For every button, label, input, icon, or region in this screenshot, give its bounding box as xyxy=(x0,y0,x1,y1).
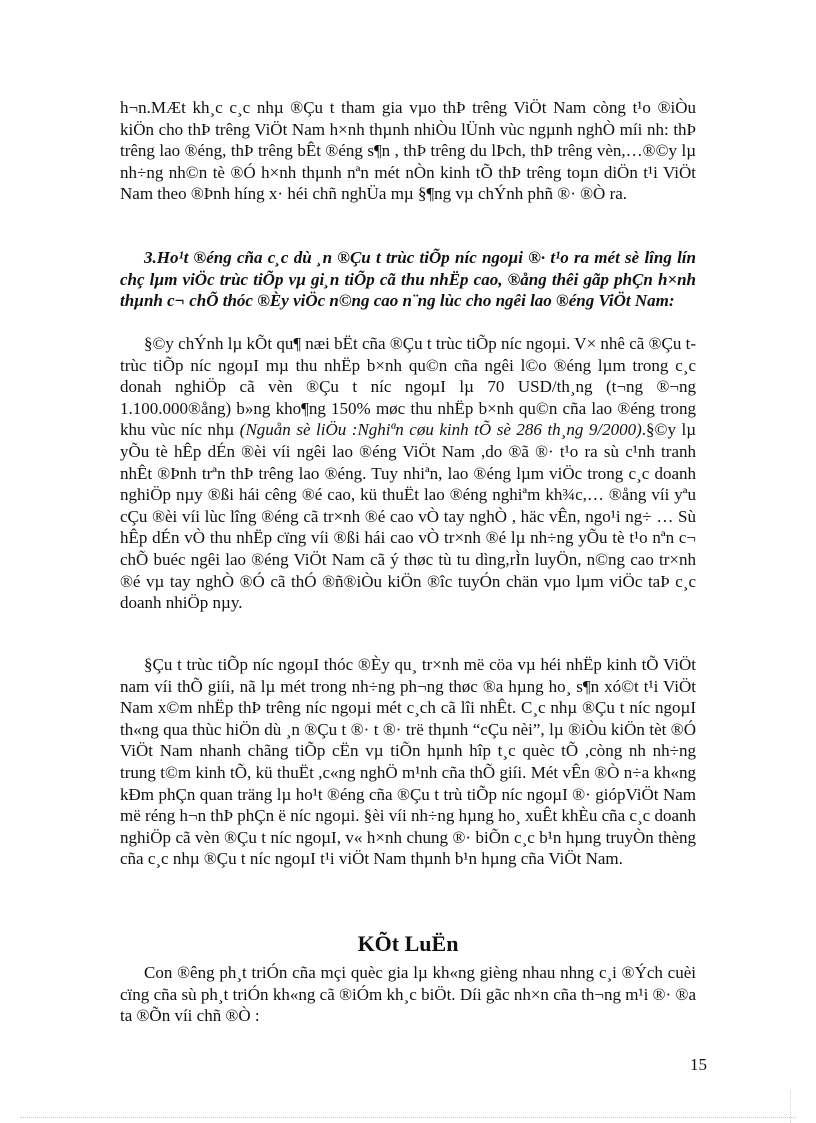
paragraph-income-block xyxy=(120,333,696,614)
page-corner-divider xyxy=(790,1090,791,1123)
paragraph-income xyxy=(120,333,696,614)
paragraph-intro-block xyxy=(120,97,696,205)
conclusion-title-block xyxy=(120,931,696,957)
paragraph-income-text-b: .§©y lµ yÕu tè hÊp dÉn ®èi víi ngêi lao ®éng ViÖt Nam ,do ®ã ®· t¹o ra sù c¹nh tranh nhÊt ®Þnh trªn thÞ trêng lao ®éng. Tuy nhiªn, lao ®éng lµm viÖc trong c¸c doanh nghiÖp nµy ®ßi hái cêng ®é cao, kü thuËt lao ®éng nghiªm kh¾c,… ®ång víi yªu cÇu ®èi víi lùc lîng ®éng cã tr×nh ®é cao vÒ tay nghÒ , häc vÊn, ngo¹i ng÷ … Sù hÊp dÉn vÒ thu nhËp cïng víi ®ßi hái cao vÒ tr×nh ®é lµ nh÷ng yÕu tè t¹o nªn c¬ chÕ buéc ngêi lao ®éng ViÖt Nam cã ý thøc tù tu dìng,rÌn luyÖn, n©ng cao tr×nh ®é vµ tay nghÒ ®Ó cã thÓ ®ñ®iÒu kiÖn ®îc tuyÓn chän vµo lµm viÖc taÞ c¸c doanh nhiÖp nµy. xyxy=(120,420,697,613)
source-citation: (Nguån sè liÖu :Nghiªn cøu kinh tÕ sè 286 th¸ng 9/2000) xyxy=(239,420,642,440)
paragraph-continuation: h¬n.MÆt kh¸c c¸c nhµ ®Çu t tham gia vµo thÞ trêng ViÖt Nam còng t¹o ®iÒu kiÖn cho thÞ trêng ViÖt Nam h×nh thµnh nhiÒu lÜnh vùc ngµnh nghÒ míi nh: thÞ trêng lao ®éng, thÞ trêng bÊt ®éng s¶n , thÞ trêng du lÞch, thÞ trêng vèn,…®©y lµ nh÷ng nh©n tè ®Ó h×nh thµnh nªn mét nÒn kinh tÕ thÞ trêng toµn diÖn t¹i ViÖt Nam theo ®Þnh híng x· héi chñ nghÜa mµ §¶ng vµ chÝnh phñ ®· ®Ò ra. xyxy=(120,98,696,204)
conclusion-title: KÕt LuËn xyxy=(357,931,459,956)
section-heading: 3.Ho¹t ®éng cña c¸c dù ¸n ®Çu t trùc tiÕp níc ngoµi ®· t¹o ra mét sè lîng lín chç lµm viÖc trùc tiÕp vµ gi¸n tiÕp cã thu nhËp cao, ®ång thêi gãp phÇn h×nh thµnh c¬ chÕ thóc ®Èy viÖc n©ng cao n¨ng lùc cho ngêi lao ®éng ViÖt Nam: xyxy=(120,248,696,311)
section-heading-block xyxy=(120,247,696,312)
page-bottom-divider xyxy=(20,1117,796,1118)
paragraph-conclusion-block xyxy=(120,962,696,1027)
paragraph-conclusion: Con ®êng ph¸t triÓn cña mçi quèc gia lµ kh«ng gièng nhau nhng c¸i ®Ých cuèi cïng cña sù ph¸t triÓn kh«ng cã ®iÓm kh¸c biÖt. Díi gãc nh×n cña th¬ng m¹i ®· ®a ta ®Õn víi chñ ®Ò : xyxy=(120,963,696,1026)
paragraph-integration: §Çu t trùc tiÕp níc ngoµI thóc ®Èy qu¸ tr×nh më cöa vµ héi nhËp kinh tÕ ViÖt nam víi thÕ giíi, nã lµ mét trong nh÷ng ph¬ng thøc ®a hµng ho¸ s¶n xó©t t¹i ViÖt Nam x©m nhËp thÞ trêng níc ngoµi mét c¸ch cã lîi nhÊt. C¸c nhµ ®Çu t níc ngoµI th«ng qua thùc hiÖn dù ¸n ®Çu t ®· t ®· trë thµnh “cÇu nèi”, lµ ®iÒu kiÖn tèt ®Ó ViÖt Nam nhanh chãng tiÕp cËn vµ tiÕn hµnh hîp t¸c quèc tÕ ,còng nh nh÷ng trung t©m kinh tÕ, kü thuËt ,c«ng nghÖ m¹nh cña thÕ giíi. Mét vÊn ®Ò n÷a kh«ng kÐm phÇn quan träng lµ ho¹t ®éng cña ®Çu t trù tiÕp níc ngoµI ®· giópViÖt Nam më réng h¬n thÞ phÇn ë níc ngoµi. §èi víi nh÷ng hµng ho¸ xuÊt khÈu cña c¸c doanh nghiÖp cã vèn ®Çu t níc ngoµI, v« h×nh chung ®· biÕn c¸c b¹n hµng truyÒn thèng cña c¸c nhµ ®Çu t níc ngoµI t¹i viÖt Nam thµnh b¹n hµng cña ViÖt Nam. xyxy=(120,655,696,869)
paragraph-income-text-a: §©y chÝnh lµ kÕt qu¶ næi bËt cña ®Çu t trùc tiÕp níc ngoµi. V× nhê cã ®Çu t trùc tiÕp níc ngoµI mµ thu nhËp b×nh qu©n cña ngêi l©o ®éng lµm trong c¸c donah nghiÖp cã vèn ®Çu t níc ngoµI lµ 70 USD/th¸ng (t¬ng ®¬ng 1.100.000®ång) b»ng kho¶ng 150% møc thu nhËp b×nh qu©n cña lao ®éng trong khu vùc níc nhµ xyxy=(120,334,696,440)
page-number: 15 xyxy=(690,1055,707,1074)
paragraph-integration-block xyxy=(120,654,696,870)
